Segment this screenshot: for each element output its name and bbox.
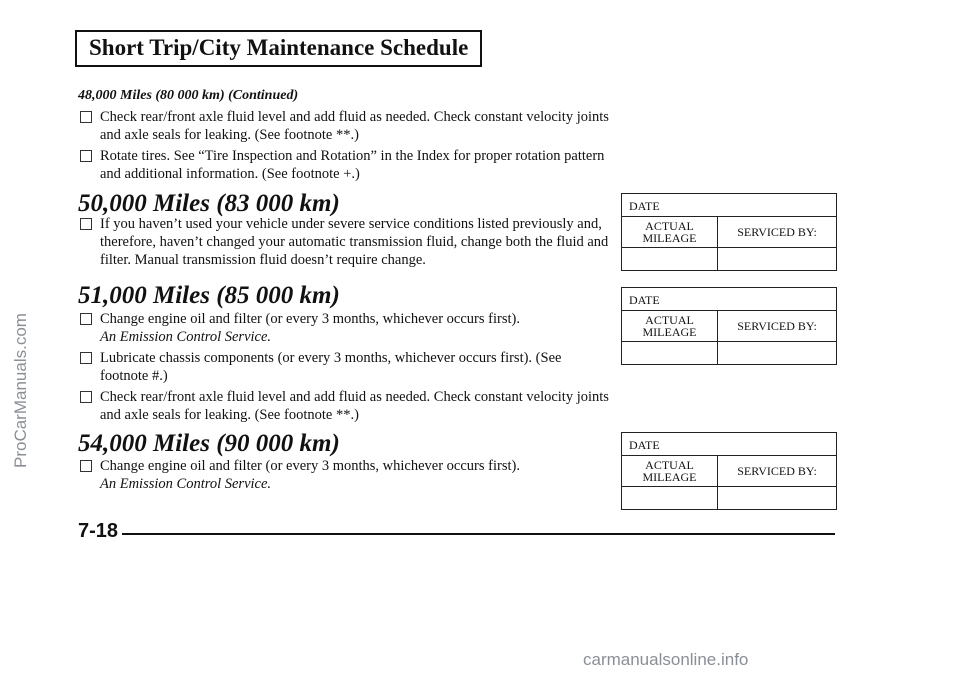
mileage-entry-cell[interactable] [622, 342, 718, 364]
item-text: Lubricate chassis components (or every 3 months, whichever occurs first). (See footnote #.) [100, 350, 562, 384]
serviced-by-label: SERVICED BY: [737, 319, 817, 333]
side-watermark: ProCarManuals.com [11, 313, 30, 468]
date-field[interactable]: DATE [622, 288, 836, 311]
mileage-entry-cell[interactable] [622, 248, 718, 270]
checkbox-icon[interactable] [80, 111, 92, 123]
item-text: Change engine oil and filter (or every 3 months, whichever occurs first). [100, 311, 520, 327]
checklist-item [80, 388, 610, 424]
item-note: An Emission Control Service. [100, 476, 272, 492]
section-checklist-51000 [80, 310, 610, 427]
page-number: 7-18 [78, 520, 119, 542]
date-field[interactable]: DATE [622, 194, 836, 217]
section-heading-51000: 51,000 Miles (85 000 km) [78, 282, 340, 309]
item-text: If you haven’t used your vehicle under severe service conditions listed previously and, therefore, haven’t changed your automatic transmission fluid, change both the fluid and filter. Manual transmission fluid doesn’t require change. [100, 216, 609, 268]
section-heading-50000: 50,000 Miles (83 000 km) [78, 190, 340, 217]
checkbox-icon[interactable] [80, 460, 92, 472]
page-title: Short Trip/City Maintenance Schedule [75, 30, 482, 67]
serviced-by-label: SERVICED BY: [737, 225, 817, 239]
service-record-box [621, 193, 837, 271]
checkbox-icon[interactable] [80, 150, 92, 162]
item-note: An Emission Control Service. [100, 329, 272, 345]
checklist-item [80, 108, 610, 144]
item-text: Change engine oil and filter (or every 3 months, whichever occurs first). [100, 458, 520, 474]
bottom-watermark: carmanualsonline.info [583, 650, 749, 669]
section-checklist-50000 [80, 215, 610, 272]
item-text: Rotate tires. See “Tire Inspection and Rotation” in the Index for proper rotation pattern and additional information. (See footnote +.) [100, 148, 605, 182]
mileage-entry-cell[interactable] [622, 487, 718, 509]
intro-checklist [80, 108, 610, 186]
checklist-item [80, 349, 610, 385]
footer-rule [122, 533, 835, 535]
serviced-by-label: SERVICED BY: [737, 464, 817, 478]
service-record-box [621, 287, 837, 365]
item-text: Check rear/front axle fluid level and add fluid as needed. Check constant velocity joints and axle seals for leaking. (See footnote **.) [100, 109, 609, 143]
actual-mileage-label: ACTUAL MILEAGE [622, 311, 718, 341]
checklist-item [80, 457, 610, 493]
serviced-by-entry-cell[interactable] [718, 248, 836, 270]
serviced-by-entry-cell[interactable] [718, 487, 836, 509]
section-checklist-54000 [80, 457, 610, 496]
checklist-item [80, 310, 610, 346]
section-heading-54000: 54,000 Miles (90 000 km) [78, 430, 340, 457]
actual-mileage-label: ACTUAL MILEAGE [622, 456, 718, 486]
intro-heading: 48,000 Miles (80 000 km) (Continued) [78, 88, 299, 103]
item-text: Check rear/front axle fluid level and add fluid as needed. Check constant velocity joints and axle seals for leaking. (See footnote **.) [100, 389, 609, 423]
checklist-item [80, 147, 610, 183]
checklist-item [80, 215, 610, 269]
serviced-by-entry-cell[interactable] [718, 342, 836, 364]
checkbox-icon[interactable] [80, 218, 92, 230]
date-field[interactable]: DATE [622, 433, 836, 456]
service-record-box [621, 432, 837, 510]
checkbox-icon[interactable] [80, 313, 92, 325]
checkbox-icon[interactable] [80, 391, 92, 403]
checkbox-icon[interactable] [80, 352, 92, 364]
actual-mileage-label: ACTUAL MILEAGE [622, 217, 718, 247]
